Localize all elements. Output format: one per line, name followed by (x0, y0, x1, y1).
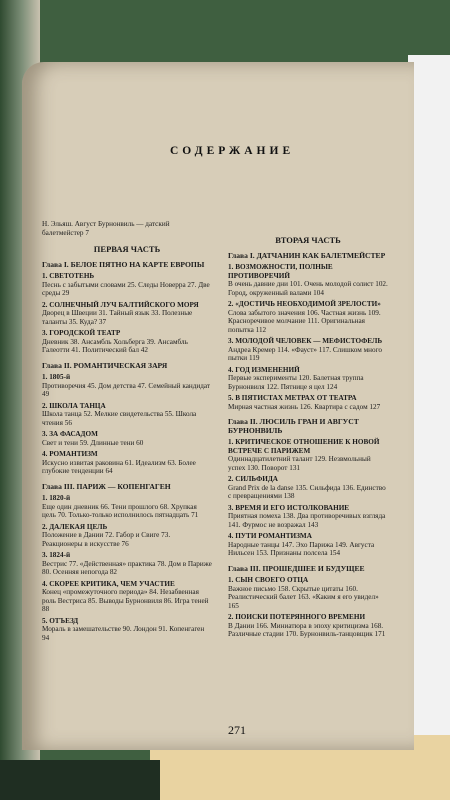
section-text: В Дании 166. Миниатюра в эпоху критицизма 168. Различные стадии 170. Бурнонвиль-танцовщик 171 (228, 621, 386, 638)
section-text: Народные танцы 147. Эхо Парижа 149. Августа Нильсен 153. Признаны полсела 154 (228, 540, 375, 557)
toc-right-column (228, 230, 388, 641)
section-text: Противоречия 45. Дом детства 47. Семейный кандидат 49 (42, 381, 211, 398)
section-text: Мирная частная жизнь 126. Квартира с садом 127 (228, 402, 381, 411)
section-heading: 2. «ДОСТИЧЬ НЕОБХОДИМОЙ ЗРЕЛОСТИ» (228, 300, 381, 308)
section-text: Дворец в Швеции 31. Тайный язык 33. Полезные таланты 35. Куда? 37 (42, 309, 193, 326)
toc-intro: Н. Эльяш. Август Бурнонвиль — датский балетмейстер 7 (42, 220, 170, 237)
section-text: В очень давние дни 101. Очень молодой солист 102. Город, окруженный валами 104 (228, 280, 388, 297)
section-text: Свет и тени 59. Длинные тени 60 (42, 438, 144, 447)
chapter-title: Глава II. РОМАНТИЧЕСКАЯ ЗАРЯ (42, 360, 168, 370)
section-heading: 3. ЗА ФАСАДОМ (42, 430, 98, 438)
toc-left-column (42, 220, 212, 644)
section-heading: 1. КРИТИЧЕСКОЕ ОТНОШЕНИЕ К НОВОЙ ВСТРЕЧЕ С ПАРИЖЕМ (228, 438, 380, 455)
section-heading: 2. ПОИСКИ ПОТЕРЯННОГО ВРЕМЕНИ (228, 613, 366, 621)
section-text: Положение в Дании 72. Габор и Свиге 73. Реакционеры в искусстве 76 (42, 531, 171, 548)
section-text: Одиннадцатилетний талант 129. Незвмольный успех 130. Поворот 131 (228, 455, 371, 472)
section-text: Песнь с забытыми словами 25. Следы Новерра 27. Две среды 29 (42, 280, 210, 297)
section-text: Первые эксперименты 120. Балетная труппа Бурнонвиля 122. Пятнице я цел 124 (228, 374, 364, 391)
section-text: Мораль в замешательстве 90. Лондон 91. Копенгаген 94 (42, 625, 205, 642)
bottom-shadow (0, 760, 160, 800)
section-heading: 1. СВЕТОТЕНЬ (42, 272, 95, 280)
section-text: Искусно извитая раковина 61. Идеализм 63. Более глубокие тенденции 64 (42, 458, 196, 475)
section-heading: 1. 1805-й (42, 373, 71, 381)
section-text: Важное письмо 158. Скрытые цитаты 160. Реалистический балет 163. «Каким я его увидел» 165 (228, 584, 379, 610)
section-heading: 4. СКОРЕЕ КРИТИКА, ЧЕМ УЧАСТИЕ (42, 579, 175, 588)
section-text: Дневник 38. Ансамбль Хольберга 39. Ансамбль Галеотти 41. Политический бал 42 (42, 337, 188, 354)
section-heading: 3. ВРЕМЯ И ЕГО ИСТОЛКОВАНИЕ (228, 503, 350, 512)
section-text: Конец «промежуточного периода» 84. Незабвенная роль Вестриса 85. Выводы Бурнонвиля 86. Игра теней 88 (42, 588, 209, 613)
section-heading: 4. ПУТИ РОМАНТИЗМА (228, 532, 312, 540)
chapter-title: Глава I. БЕЛОЕ ПЯТНО НА КАРТЕ ЕВРОПЫ (42, 259, 205, 269)
section-heading: 5. ОТЪЕЗД (42, 616, 79, 625)
section-heading: 2. ДАЛЕКАЯ ЦЕЛЬ (42, 522, 108, 531)
section-text: Андреа Кремер 114. «Фауст» 117. Слишком много пытки 119 (228, 345, 382, 362)
section-heading: 3. 1824-й (42, 551, 71, 559)
section-heading: 2. ШКОЛА ТАНЦА (42, 401, 106, 410)
section-heading: 5. В ПЯТИСТАХ МЕТРАХ ОТ ТЕАТРА (228, 394, 357, 402)
left-chapters (42, 261, 212, 643)
section-heading: 4. РОМАНТИЗМ (42, 450, 98, 458)
section-heading: 1. СЫН СВОЕГО ОТЦА (228, 576, 309, 584)
section-text: Вестрис 77. «Действенная» практика 78. Дом в Париже 80. Осенняя непогода 82 (42, 559, 212, 576)
page-number: 271 (228, 723, 246, 737)
chapter-title: Глава I. ДАТЧАНИН КАК БАЛЕТМЕЙСТЕР (228, 250, 386, 260)
right-chapters (228, 252, 388, 639)
section-heading: 1. 1820-й (42, 494, 71, 502)
section-heading: 1. ВОЗМОЖНОСТИ, ПОЛНЫЕ ПРОТИВОРЕЧИЙ (228, 263, 333, 280)
part-heading: ВТОРАЯ ЧАСТЬ (275, 235, 341, 245)
section-heading: 3. ГОРОДСКОЙ ТЕАТР (42, 329, 121, 337)
chapter-title: Глава III. ПАРИЖ — КОПЕНГАГЕН (42, 481, 171, 491)
section-text: Школа танца 52. Мелкие свидетельства 55. Школа чтения 56 (42, 410, 197, 427)
part-heading: ПЕРВАЯ ЧАСТЬ (93, 244, 161, 254)
section-text: Grand Prix de la danse 135. Сильфида 136. Единство с превращениями 138 (228, 483, 386, 500)
section-heading: 2. СИЛЬФИДА (228, 475, 278, 483)
section-heading: 4. ГОД ИЗМЕНЕНИЙ (228, 365, 300, 374)
section-heading: 2. СОЛНЕЧНЫЙ ЛУЧ БАЛТИЙСКОГО МОРЯ (42, 300, 199, 309)
section-text: Еще один дневник 66. Тени прошлого 68. Хрупкая цель 70. Только-только исполнилось пятнадцать 71 (42, 502, 199, 519)
section-text: Приятная помеха 138. Два противоречивых взгляда 141. Фурмос не возражал 143 (228, 512, 386, 529)
chapter-title: Глава II. ЛЮСИЛЬ ГРАН И АВГУСТ БУРНОНВИЛЬ (228, 417, 359, 435)
page-edges (408, 55, 450, 755)
section-text: Слова забытого значения 106. Частная жизнь 109. Красноречивое молчание 111. Оригинальная попытка 112 (228, 308, 381, 334)
chapter-title: Глава III. ПРОШЕДШЕЕ И БУДУЩЕЕ (228, 563, 365, 573)
section-heading: 3. МОЛОДОЙ ЧЕЛОВЕК — МЕФИСТОФЕЛЬ (228, 337, 383, 345)
page-title: СОДЕРЖАНИЕ (170, 145, 295, 157)
